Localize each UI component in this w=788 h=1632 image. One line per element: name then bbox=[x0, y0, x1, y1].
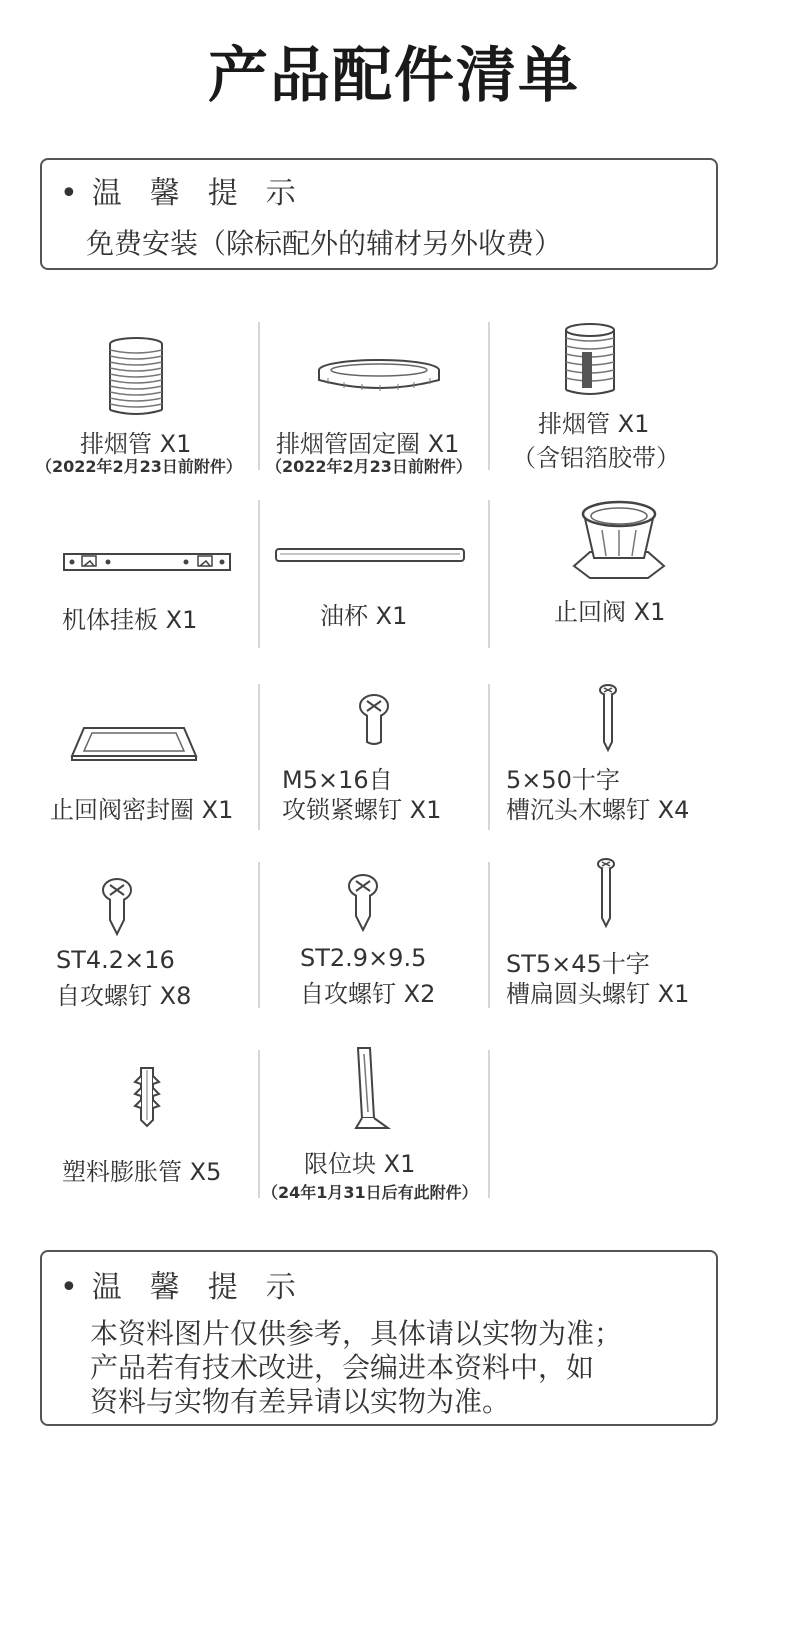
tapping-screw-icon bbox=[100, 878, 134, 936]
item-label: 槽扁圆头螺钉 X1 bbox=[506, 980, 690, 1008]
page-title: 产品配件清单 bbox=[208, 41, 580, 111]
item-label: 自攻螺钉 X8 bbox=[56, 982, 192, 1010]
tip-heading: • 温馨提示 bbox=[60, 176, 324, 211]
duct-pipe-tape-icon bbox=[560, 322, 620, 398]
item-label: 排烟管固定圈 X1 bbox=[276, 430, 460, 458]
grid-divider bbox=[258, 500, 260, 648]
item-note: （24年1月31日后有此附件） bbox=[262, 1183, 478, 1202]
tip-text-line: 资料与实物有差异请以实物为准。 bbox=[90, 1385, 511, 1418]
tip-text-line: 产品若有技术改进，会编进本资料中，如 bbox=[90, 1351, 595, 1384]
item-label: 油杯 X1 bbox=[320, 602, 408, 630]
oil-cup-icon bbox=[272, 546, 468, 566]
item-label: ST4.2×16 bbox=[56, 946, 175, 974]
bullet-dot-icon: • bbox=[60, 1270, 78, 1305]
grid-divider bbox=[258, 1050, 260, 1198]
check-valve-icon bbox=[572, 496, 666, 580]
grid-divider bbox=[258, 322, 260, 470]
item-label: 自攻螺钉 X2 bbox=[300, 980, 436, 1008]
pan-head-screw-icon bbox=[596, 858, 616, 928]
lock-screw-icon bbox=[358, 694, 390, 746]
grid-divider bbox=[258, 862, 260, 1008]
grid-divider bbox=[488, 1050, 490, 1198]
item-label: M5×16自 bbox=[282, 766, 393, 794]
item-label: 塑料膨胀管 X5 bbox=[62, 1158, 222, 1186]
item-label: 槽沉头木螺钉 X4 bbox=[506, 796, 690, 824]
grid-divider bbox=[258, 684, 260, 830]
tip-heading: • 温馨提示 bbox=[60, 1270, 324, 1305]
item-label: 机体挂板 X1 bbox=[62, 606, 198, 634]
item-label: ST2.9×9.5 bbox=[300, 944, 427, 972]
expansion-anchor-icon bbox=[132, 1066, 162, 1128]
small-tapping-screw-icon bbox=[346, 874, 380, 932]
seal-ring-icon bbox=[70, 724, 198, 764]
item-label: 5×50十字 bbox=[506, 766, 620, 794]
tip-text: 免费安装（除标配外的辅材另外收费） bbox=[86, 227, 563, 260]
item-label: 排烟管 X1 bbox=[538, 410, 650, 438]
item-label: 限位块 X1 bbox=[304, 1150, 416, 1178]
mounting-plate-icon bbox=[62, 550, 232, 576]
duct-pipe-icon bbox=[104, 336, 168, 418]
limit-block-icon bbox=[352, 1046, 392, 1132]
item-label: 排烟管 X1 bbox=[80, 430, 192, 458]
wood-screw-icon bbox=[598, 684, 618, 752]
tip-box-top bbox=[40, 158, 718, 270]
tip-box-bottom bbox=[40, 1250, 718, 1426]
item-label: 止回阀密封圈 X1 bbox=[50, 796, 234, 824]
grid-divider bbox=[488, 322, 490, 470]
tip-text-line: 本资料图片仅供参考，具体请以实物为准； bbox=[90, 1317, 623, 1350]
item-label: 攻锁紧螺钉 X1 bbox=[282, 796, 442, 824]
grid-divider bbox=[488, 500, 490, 648]
grid-divider bbox=[488, 684, 490, 830]
item-label: 止回阀 X1 bbox=[554, 598, 666, 626]
item-note: （2022年2月23日前附件） bbox=[36, 457, 242, 476]
item-note: （含铝箔胶带） bbox=[512, 444, 680, 472]
pipe-ring-icon bbox=[314, 356, 444, 396]
item-label: ST5×45十字 bbox=[506, 950, 650, 978]
item-note: （2022年2月23日前附件） bbox=[266, 457, 472, 476]
bullet-dot-icon: • bbox=[60, 176, 78, 211]
grid-divider bbox=[488, 862, 490, 1008]
